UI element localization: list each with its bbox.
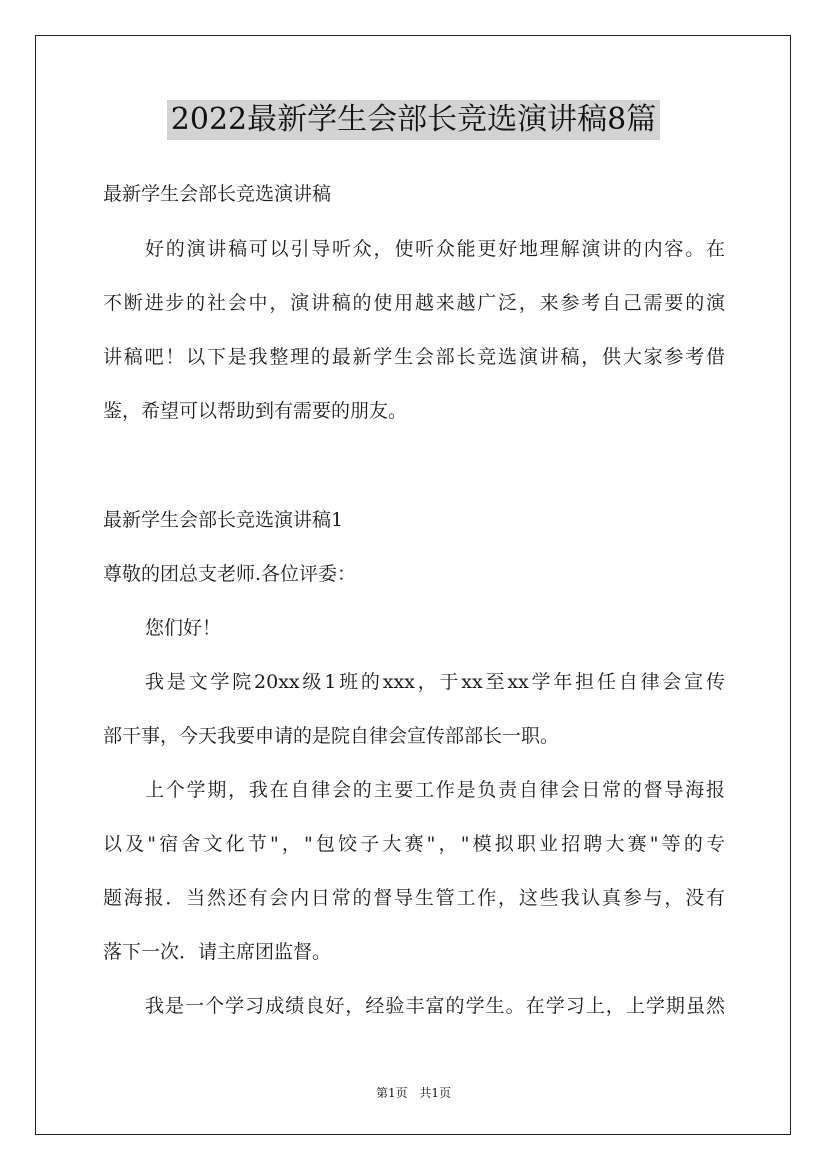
page-total: 共1页: [419, 1086, 452, 1100]
document-title: 2022最新学生会部长竞选演讲稿8篇: [167, 100, 660, 140]
title-wrap: [0, 100, 827, 140]
paragraph-line: 鉴，希望可以帮助到有需要的朋友。: [103, 400, 408, 422]
salutation: 尊敬的团总支老师.各位评委：: [103, 563, 357, 585]
paragraph-line: 不断进步的社会中，演讲稿的使用越来越广泛，来参考自己需要的演: [103, 292, 725, 314]
greeting: 您们好！: [145, 617, 222, 639]
paragraph-line: 我是文学院20xx级1班的xxx，于xx至xx学年担任自律会宣传: [145, 671, 725, 693]
paragraph-line: 上个学期，我在自律会的主要工作是负责自律会日常的督导海报: [145, 779, 725, 801]
paragraph-line: 落下一次．请主席团监督。: [103, 941, 332, 963]
paragraph-line: 题海报．当然还有会内日常的督导生管工作，这些我认真参与，没有: [103, 887, 725, 909]
paragraph-line: 部干事，今天我要申请的是院自律会宣传部部长一职。: [103, 725, 560, 747]
page-number: 第1页: [375, 1086, 408, 1100]
section-heading: 最新学生会部长竞选演讲稿1: [103, 509, 344, 531]
paragraph-line: 讲稿吧！以下是我整理的最新学生会部长竞选演讲稿，供大家参考借: [103, 346, 725, 368]
paragraph-line: 我是一个学习成绩良好，经验丰富的学生。在学习上，上学期虽然: [145, 995, 725, 1017]
section-heading: 最新学生会部长竞选演讲稿: [103, 183, 332, 205]
paragraph-line: 好的演讲稿可以引导听众，使听众能更好地理解演讲的内容。在: [145, 238, 725, 260]
page-footer: [0, 1085, 827, 1101]
paragraph-line: 以及"宿舍文化节"，"包饺子大赛"，"模拟职业招聘大赛"等的专: [103, 833, 725, 855]
